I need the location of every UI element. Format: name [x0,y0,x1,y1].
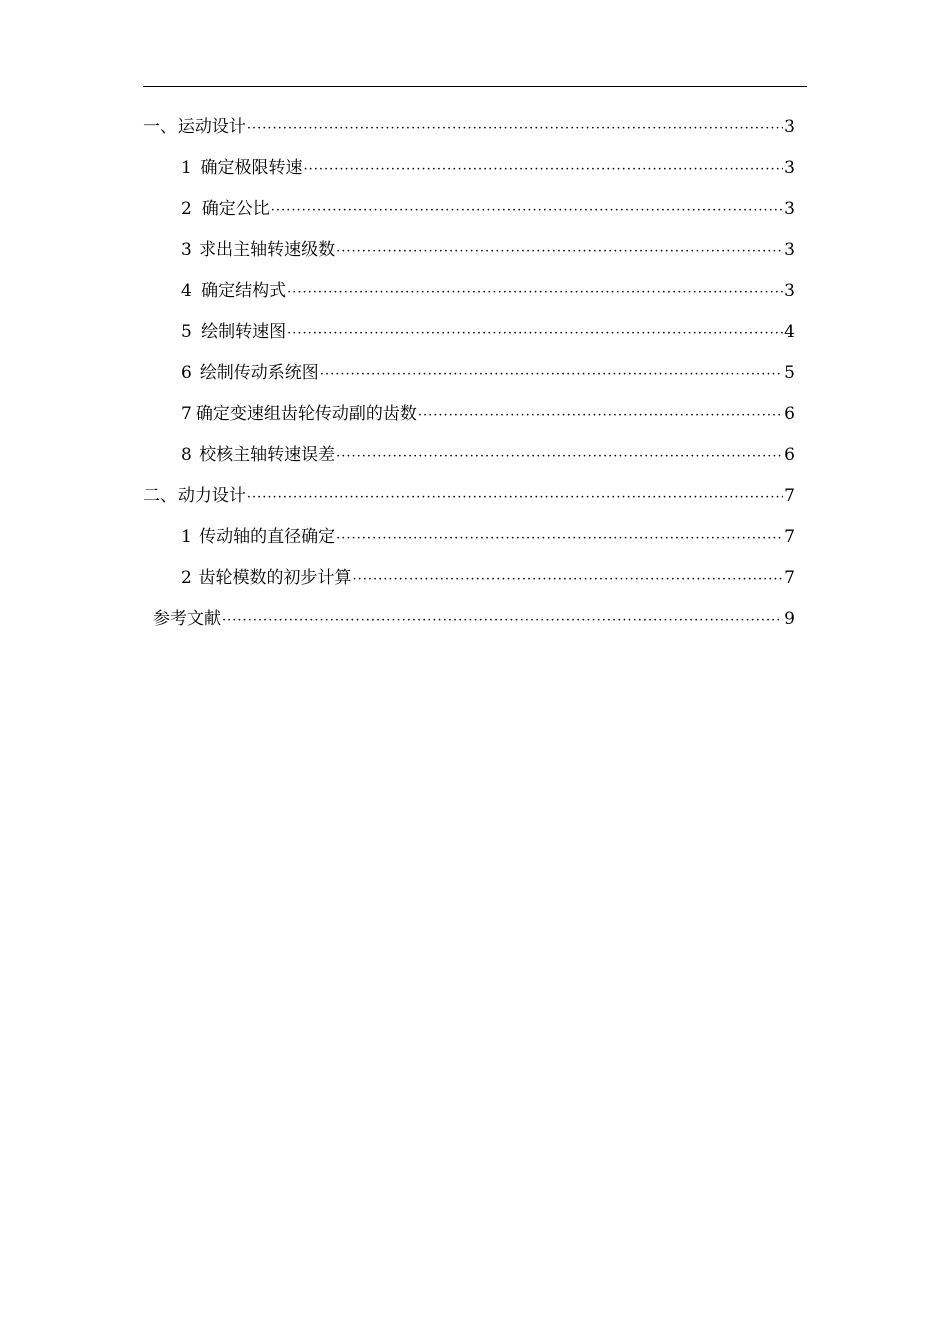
toc-page-number: 3 [784,240,795,260]
toc-section-power-design[interactable] [143,476,795,517]
toc-item-title: 确定变速组齿轮传动副的齿数 [195,404,417,424]
toc-item-number: 8 [181,445,192,465]
toc-section-number: 二、 [143,486,177,506]
toc-dot-leader [247,108,783,149]
toc-dot-leader [320,354,783,395]
toc-item[interactable] [143,271,795,312]
toc-item-number: 2 [181,199,192,219]
toc-dot-leader [287,272,783,313]
toc-item-number: 2 [181,568,192,588]
toc-page-number: 3 [784,281,795,301]
toc-item[interactable] [143,189,795,230]
toc-references[interactable] [143,599,795,640]
toc-page-number: 7 [784,568,795,588]
toc-page-number: 3 [784,158,795,178]
toc-section-kinematic-design[interactable] [143,107,795,148]
toc-page-number: 5 [784,363,795,383]
toc-item-number: 4 [181,281,192,301]
toc-dot-leader [336,436,783,477]
toc-page-number: 9 [784,609,795,629]
toc-dot-leader [352,559,783,600]
toc-item[interactable] [143,230,795,271]
toc-item-number: 1 [181,527,192,547]
toc-item-title: 齿轮模数的初步计算 [198,568,352,588]
toc-item[interactable] [143,312,795,353]
toc-item-number: 6 [181,363,192,383]
toc-section-title: 动力设计 [177,486,246,506]
toc-item-number: 7 [181,404,192,424]
toc-item[interactable] [143,435,795,476]
toc-dot-leader [271,190,783,231]
toc-page-number: 4 [784,322,795,342]
toc-item-title: 传动轴的直径确定 [199,527,336,547]
toc-dot-leader [336,518,783,559]
toc-item-title: 绘制转速图 [201,322,287,342]
table-of-contents [143,107,795,640]
toc-item-title: 求出主轴转速级数 [199,240,336,260]
toc-item[interactable] [143,394,795,435]
toc-item-number: 3 [181,240,192,260]
toc-item-title: 确定结构式 [201,281,287,301]
toc-item-number: 1 [181,158,192,178]
toc-page-number: 3 [784,117,795,137]
toc-dot-leader [222,600,783,641]
toc-dot-leader [303,149,783,190]
toc-dot-leader [287,313,783,354]
toc-page-number: 3 [784,199,795,219]
toc-section-number: 一、 [143,117,177,137]
toc-dot-leader [247,477,783,518]
toc-item[interactable] [143,558,795,599]
toc-item-title: 校核主轴转速误差 [199,445,336,465]
toc-section-title: 运动设计 [177,117,246,137]
toc-item[interactable] [143,353,795,394]
toc-item-title: 绘制传动系统图 [199,363,319,383]
toc-page-number: 7 [784,527,795,547]
toc-references-title: 参考文献 [153,609,221,629]
toc-item[interactable] [143,148,795,189]
header-rule [143,86,807,87]
toc-item-title: 确定公比 [201,199,270,219]
toc-dot-leader [418,395,783,436]
toc-dot-leader [336,231,783,272]
toc-page-number: 6 [784,404,795,424]
toc-item-number: 5 [181,322,192,342]
toc-item[interactable] [143,517,795,558]
toc-item-title: 确定极限转速 [200,158,303,178]
toc-page-number: 6 [784,445,795,465]
toc-page-number: 7 [784,486,795,506]
